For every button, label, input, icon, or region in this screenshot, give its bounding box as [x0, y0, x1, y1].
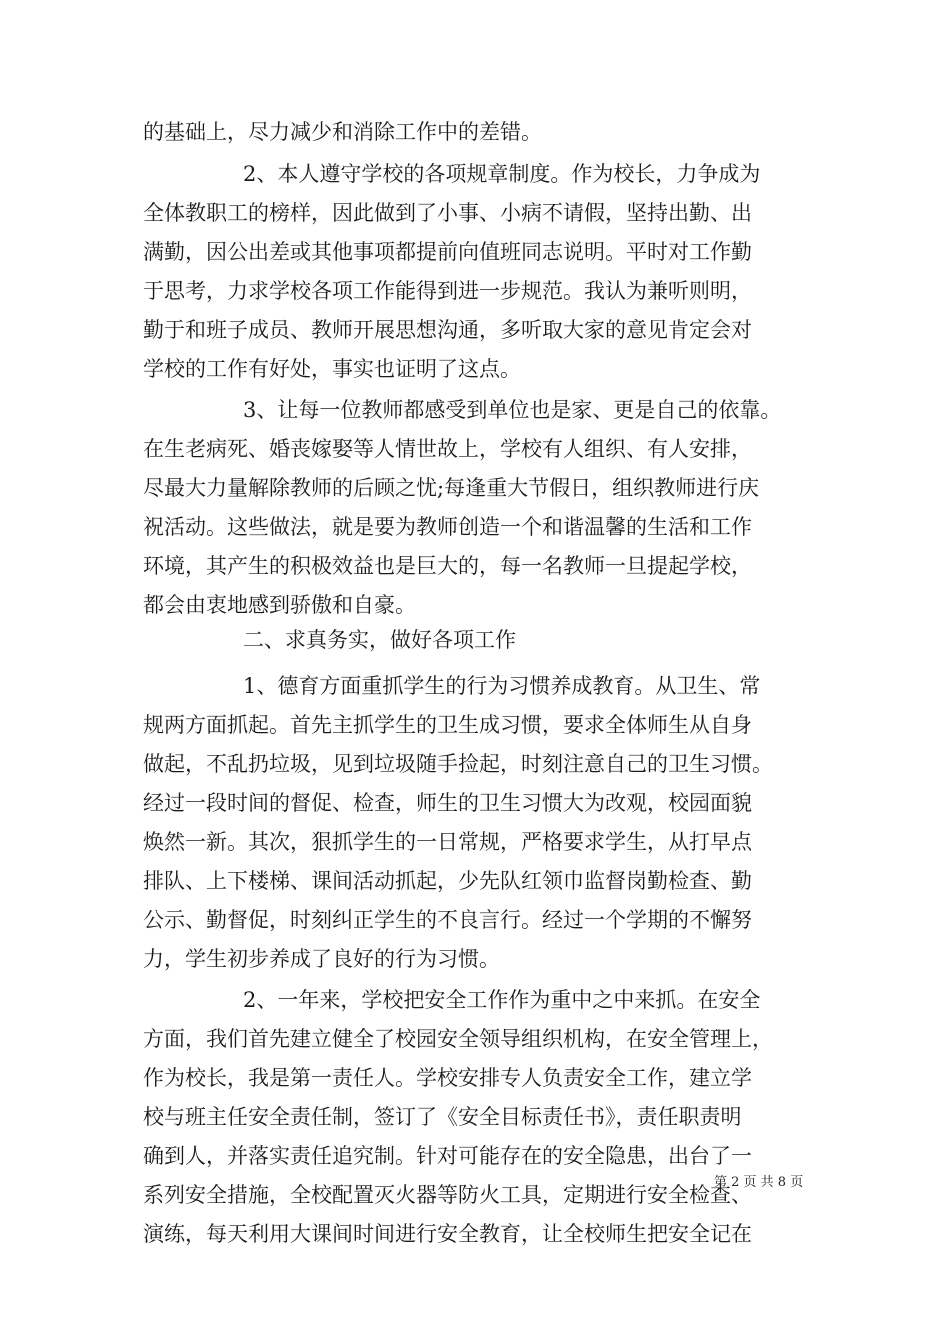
text-line: 力，学生初步养成了良好的行为习惯。 — [143, 947, 500, 971]
text-line: 环境，其产生的积极效益也是巨大的，每一名教师一旦提起学校， — [143, 554, 752, 578]
text-line: 公示、勤督促，时刻纠正学生的不良言行。经过一个学期的不懈努 — [143, 908, 752, 932]
text-line: 做起，不乱扔垃圾，见到垃圾随手捡起，时刻注意自己的卫生习惯。 — [143, 752, 773, 776]
text-line: 方面，我们首先建立健全了校园安全领导组织机构，在安全管理上， — [143, 1027, 773, 1051]
text-line: 全体教职工的榜样，因此做到了小事、小病不请假，坚持出勤、出 — [143, 201, 752, 225]
section-heading: 二、求真务实，做好各项工作 — [243, 628, 516, 652]
text-line: 祝活动。这些做法，就是要为教师创造一个和谐温馨的生活和工作 — [143, 515, 752, 539]
text-line: 都会由衷地感到骄傲和自豪。 — [143, 593, 416, 617]
text-line: 学校的工作有好处，事实也证明了这点。 — [143, 357, 521, 381]
text-line: 焕然一新。其次，狠抓学生的一日常规，严格要求学生，从打早点 — [143, 830, 752, 854]
paragraph-start: 3、让每一位教师都感受到单位也是家、更是自己的依靠。 — [243, 398, 782, 422]
text-line: 演练，每天利用大课间时间进行安全教育，让全校师生把安全记在 — [143, 1222, 752, 1246]
text-line: 排队、上下楼梯、课间活动抓起，少先队红领巾监督岗勤检查、勤 — [143, 869, 752, 893]
text-line: 勤于和班子成员、教师开展思想沟通，多听取大家的意见肯定会对 — [143, 318, 752, 342]
text-line: 作为校长，我是第一责任人。学校安排专人负责安全工作，建立学 — [143, 1066, 752, 1090]
text-line: 系列安全措施，全校配置灭火器等防火工具，定期进行安全检查、 — [143, 1183, 752, 1207]
text-line: 满勤，因公出差或其他事项都提前向值班同志说明。平时对工作勤 — [143, 240, 752, 264]
page-number: 第 2 页 共 8 页 — [714, 1175, 804, 1190]
text-line: 确到人，并落实责任追究制。针对可能存在的安全隐患，出台了一 — [143, 1144, 752, 1168]
text-line: 于思考，力求学校各项工作能得到进一步规范。我认为兼听则明， — [143, 279, 752, 303]
text-line: 规两方面抓起。首先主抓学生的卫生成习惯，要求全体师生从自身 — [143, 713, 752, 737]
paragraph-start: 2、一年来，学校把安全工作作为重中之中来抓。在安全 — [243, 988, 761, 1012]
paragraph-start: 2、本人遵守学校的各项规章制度。作为校长，力争成为 — [243, 162, 761, 186]
text-line: 尽最大力量解除教师的后顾之忧;每逢重大节假日，组织教师进行庆 — [143, 476, 760, 500]
text-line: 经过一段时间的督促、检查，师生的卫生习惯大为改观，校园面貌 — [143, 791, 752, 815]
text-line: 校与班主任安全责任制，签订了《安全目标责任书》，责任职责明 — [143, 1105, 742, 1129]
paragraph-start: 1、德育方面重抓学生的行为习惯养成教育。从卫生、常 — [243, 674, 761, 698]
text-line: 在生老病死、婚丧嫁娶等人情世故上，学校有人组织、有人安排， — [143, 437, 752, 461]
text-line: 的基础上，尽力减少和消除工作中的差错。 — [143, 120, 542, 144]
